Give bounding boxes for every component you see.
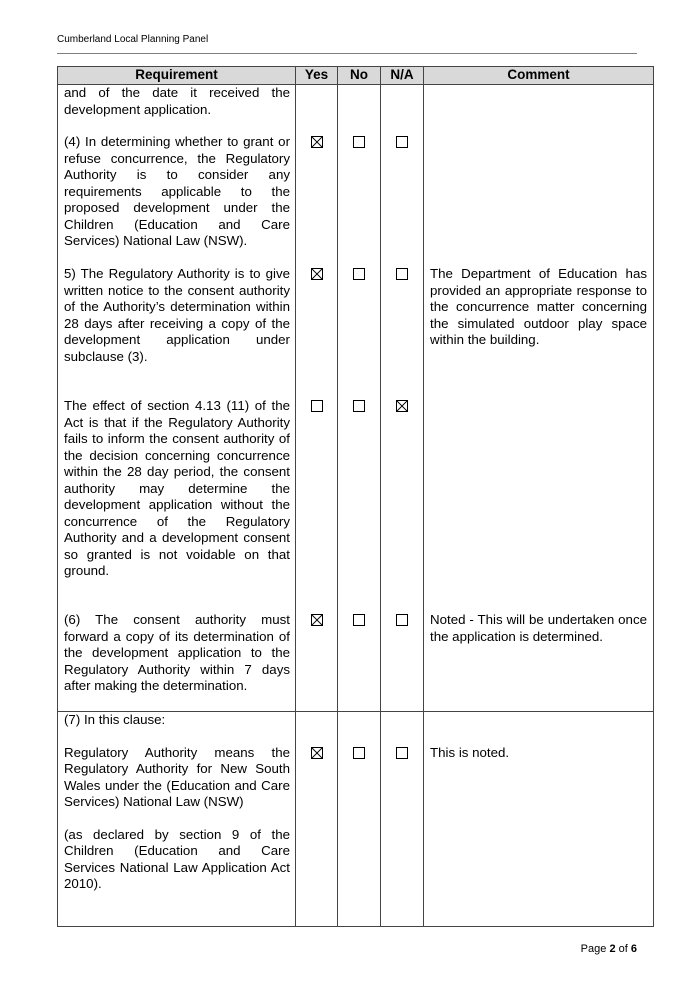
page-total: 6 [630, 943, 637, 955]
yes-checkbox[interactable] [311, 614, 323, 626]
table-row [58, 85, 654, 712]
col-header-no: No [338, 67, 381, 85]
na-cell [381, 85, 424, 712]
requirement-cell [58, 712, 296, 927]
comment-cell [424, 712, 654, 927]
no-checkbox[interactable] [353, 400, 365, 412]
yes-cell [296, 85, 338, 712]
requirement-definition: Regulatory Authority means the Regulatory Authority for New South Wales under the (Education and Care Services) National Law (NSW) [64, 744, 290, 809]
header-rule [57, 53, 637, 54]
no-checkbox[interactable] [353, 614, 365, 626]
table-row [58, 712, 654, 927]
na-cell [381, 712, 424, 927]
na-checkbox[interactable] [396, 136, 408, 148]
col-header-na: N/A [381, 67, 424, 85]
of-label: of [618, 943, 628, 955]
na-checkbox[interactable] [396, 747, 408, 759]
col-header-yes: Yes [296, 67, 338, 85]
requirement-text: 5) The Regulatory Authority is to give written notice to the consent authority of the Authority’s determination within 28 days after receiving a copy of the development application under subclause (3). [64, 266, 290, 364]
na-checkbox[interactable] [396, 400, 408, 412]
no-checkbox[interactable] [353, 747, 365, 759]
yes-checkbox[interactable] [311, 747, 323, 759]
requirement-text: (6) The consent authority must forward a copy of its determination of the development application to the Regulatory Authority within 7 days after making the determination. [64, 612, 290, 693]
page-number: 2 [609, 943, 616, 955]
comment-text: Noted - This will be undertaken once the application is determined. [430, 612, 647, 644]
col-header-requirement: Requirement [58, 67, 296, 85]
no-cell [338, 85, 381, 712]
yes-checkbox[interactable] [311, 268, 323, 280]
no-checkbox[interactable] [353, 136, 365, 148]
requirement-cell [58, 85, 296, 712]
requirement-text: (4) In determining whether to grant or refuse concurrence, the Regulatory Authority is to consider any requirements applicable to the proposed development under the Children (Education and Care Services) National Law (NSW). [64, 134, 290, 248]
comment-text: The Department of Education has provided an appropriate response to the concurrence matter concerning the simulated outdoor play space within the building. [430, 266, 647, 347]
requirement-text: and of the date it received the development application. [64, 85, 290, 117]
no-cell [338, 712, 381, 927]
table-header-row [58, 67, 654, 85]
page-label: Page [580, 943, 607, 955]
header-title: Cumberland Local Planning Panel [57, 34, 209, 45]
yes-cell [296, 712, 338, 927]
requirement-intro: (7) In this clause: [64, 712, 166, 727]
yes-checkbox[interactable] [311, 400, 323, 412]
requirement-text: The effect of section 4.13 (11) of the Act is that if the Regulatory Authority fails to inform the consent authority of the decision concerning concurrence within the 28 day period, the consent authority may determine the development application without the concurrence of the Regulatory Authority and a development consent so granted is not voidable on that ground. [64, 398, 290, 578]
requirement-note: (as declared by section 9 of the Children (Education and Care Services National Law Application Act 2010). [64, 826, 290, 891]
requirements-table [57, 66, 654, 927]
col-header-comment: Comment [424, 67, 654, 85]
page-footer [581, 943, 637, 955]
comment-text: This is noted. [430, 745, 510, 760]
na-checkbox[interactable] [396, 268, 408, 280]
no-checkbox[interactable] [353, 268, 365, 280]
na-checkbox[interactable] [396, 614, 408, 626]
yes-checkbox[interactable] [311, 136, 323, 148]
comment-cell [424, 85, 654, 712]
